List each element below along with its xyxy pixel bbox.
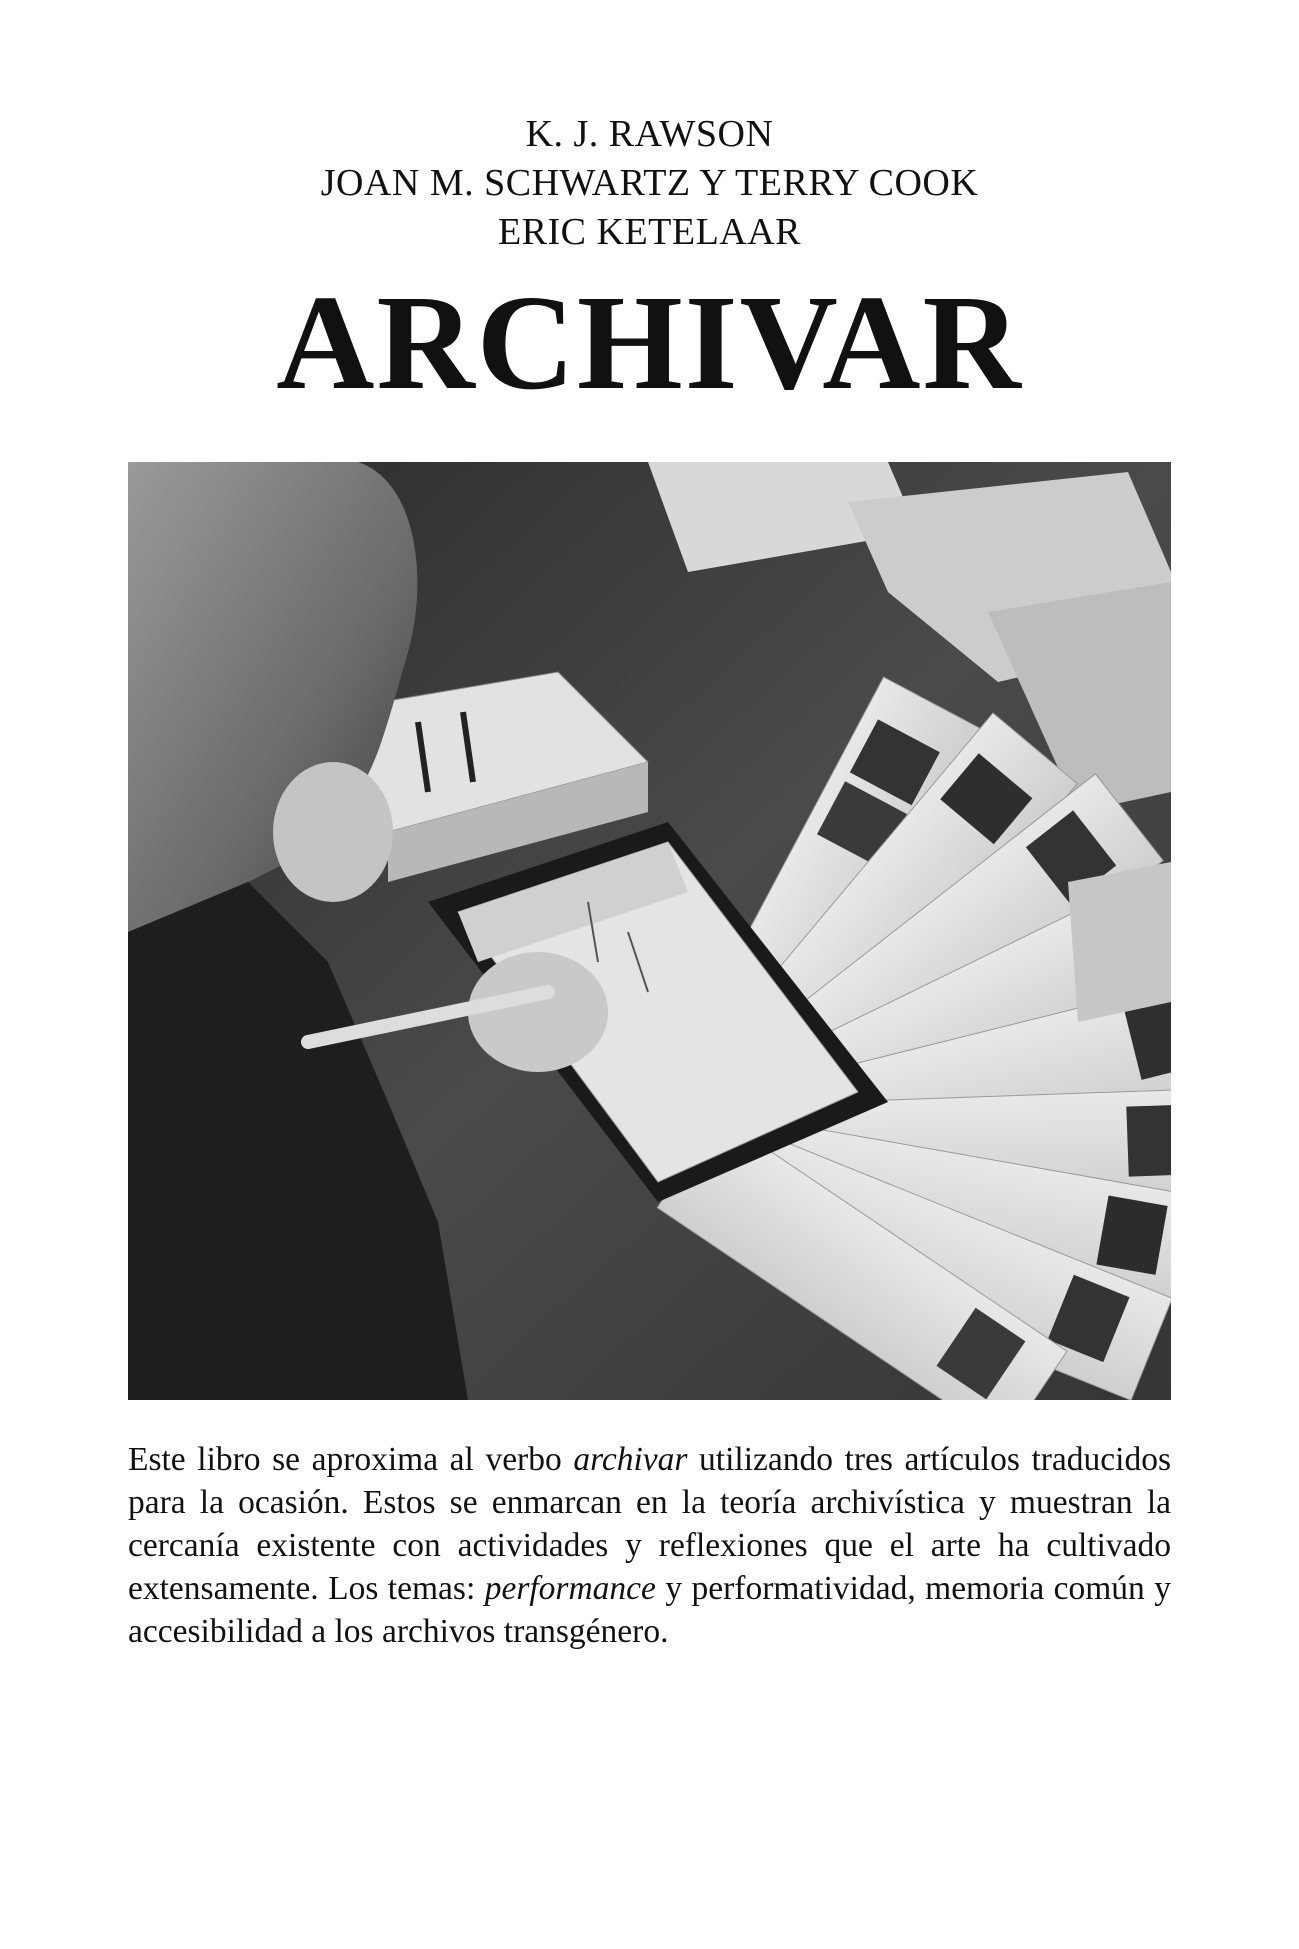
blurb-text: y performatividad, memoria común y accesibilidad a los archivos transgénero. <box>128 1570 1171 1650</box>
back-cover-blurb <box>128 1438 1171 1653</box>
blurb-text: utilizando tres artículos traducidos para la ocasión. Estos se enmarcan en la teoría archivística y muestran la cercanía existente con actividades y reflexiones que el arte ha cultivado extensamente. Los temas: <box>128 1441 1172 1607</box>
author-name: ERIC KETELAAR <box>497 211 802 253</box>
blurb-italic-term: archivar <box>573 1441 688 1478</box>
author-list <box>0 110 1299 257</box>
cover-photo <box>128 462 1171 1400</box>
blurb-italic-term: performance <box>484 1570 656 1607</box>
author-name: JOAN M. SCHWARTZ Y TERRY COOK <box>320 162 979 204</box>
blurb-text: Este libro se aproxima al verbo <box>128 1441 574 1478</box>
author-name: K. J. RAWSON <box>525 113 774 155</box>
book-title: ARCHIVAR <box>276 268 1023 418</box>
